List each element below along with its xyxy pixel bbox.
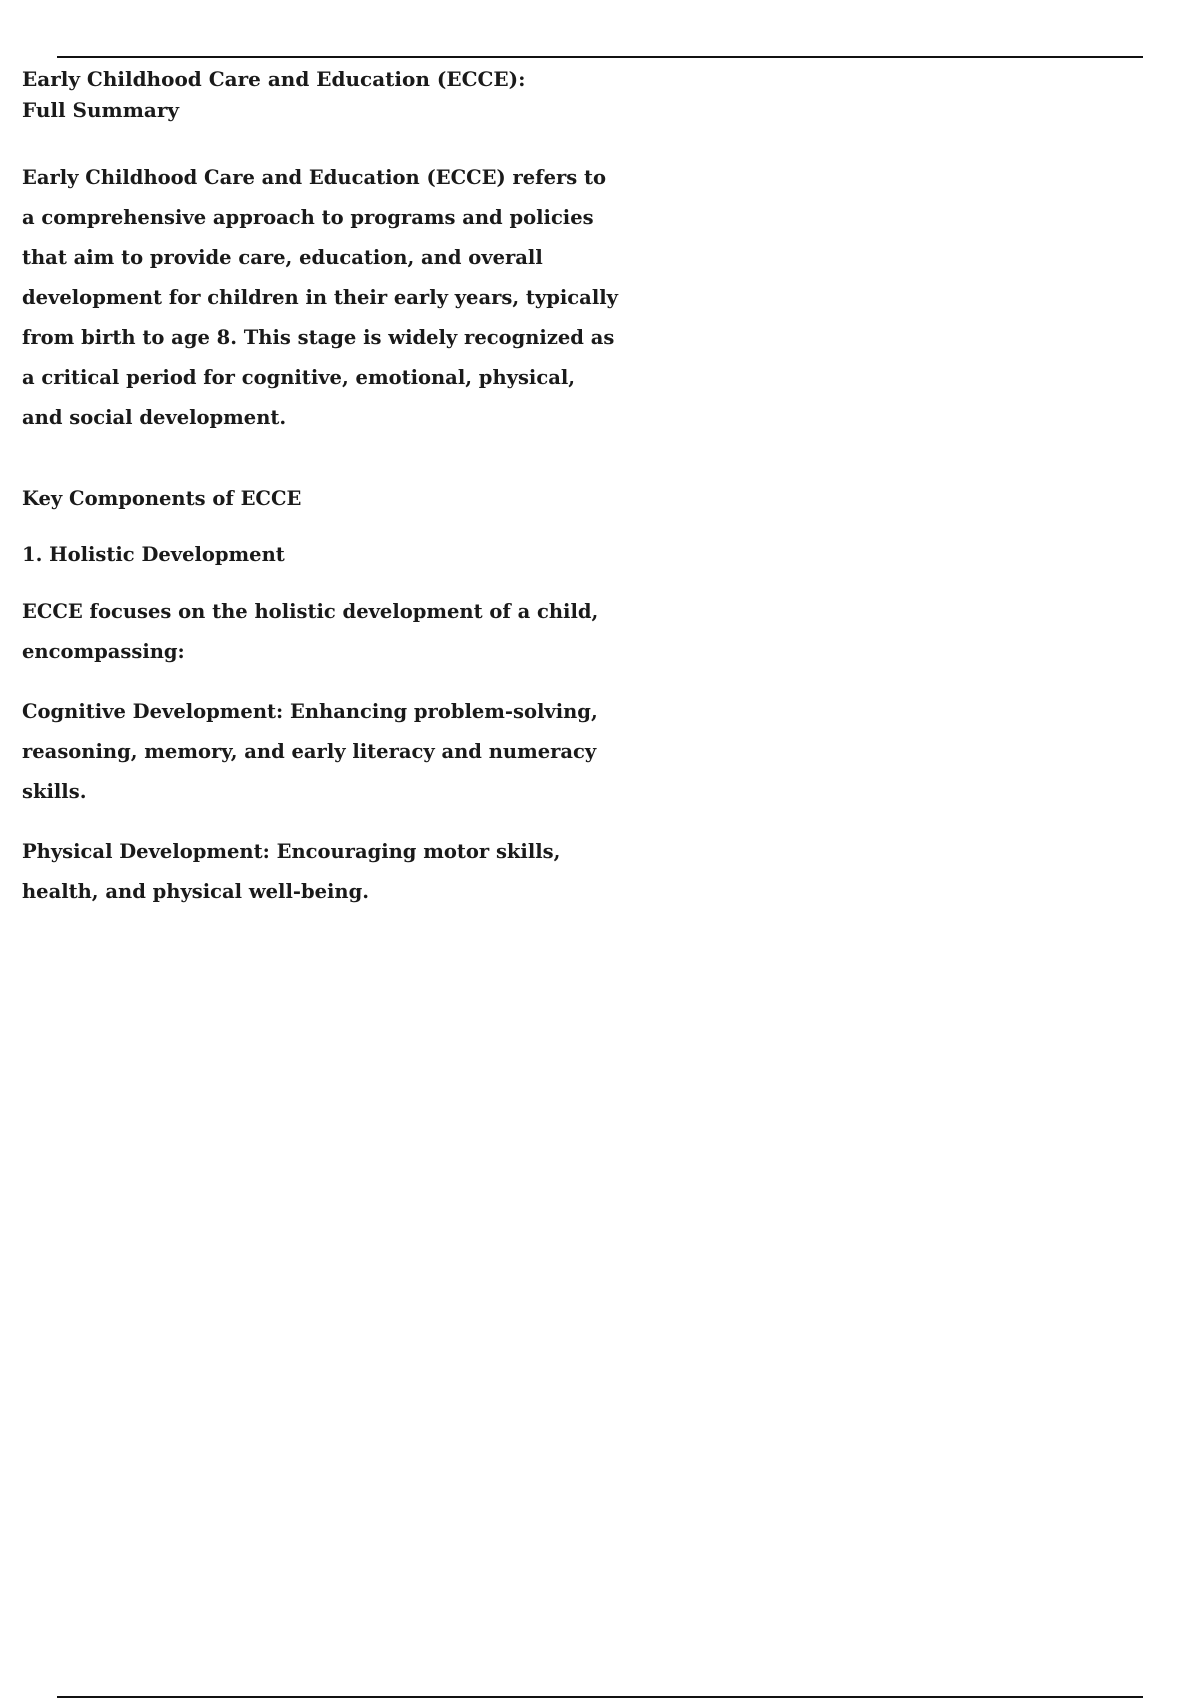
- physical-development-paragraph: Physical Development: Encouraging motor skills, health, and physical well-being.: [22, 840, 561, 903]
- subsection-intro-paragraph: ECCE focuses on the holistic development of a child, encompassing:: [22, 600, 599, 663]
- bottom-rule: [57, 1696, 1143, 1698]
- top-rule: [57, 56, 1143, 58]
- section-heading: Key Components of ECCE: [22, 487, 302, 510]
- document-title: Early Childhood Care and Education (ECCE): Full Summary: [22, 67, 526, 122]
- cognitive-development-paragraph: Cognitive Development: Enhancing problem-solving, reasoning, memory, and early literacy and numeracy skills.: [22, 700, 598, 803]
- intro-paragraph: Early Childhood Care and Education (ECCE) refers to a comprehensive approach to programs and policies that aim to provide care, education, and overall development for children in their early years, typically from birth to age 8. This stage is widely recognized as a critical period for cognitive, emotional, physical, and social development.: [22, 166, 618, 429]
- subsection-heading: 1. Holistic Development: [22, 543, 285, 566]
- document-body: [22, 64, 622, 912]
